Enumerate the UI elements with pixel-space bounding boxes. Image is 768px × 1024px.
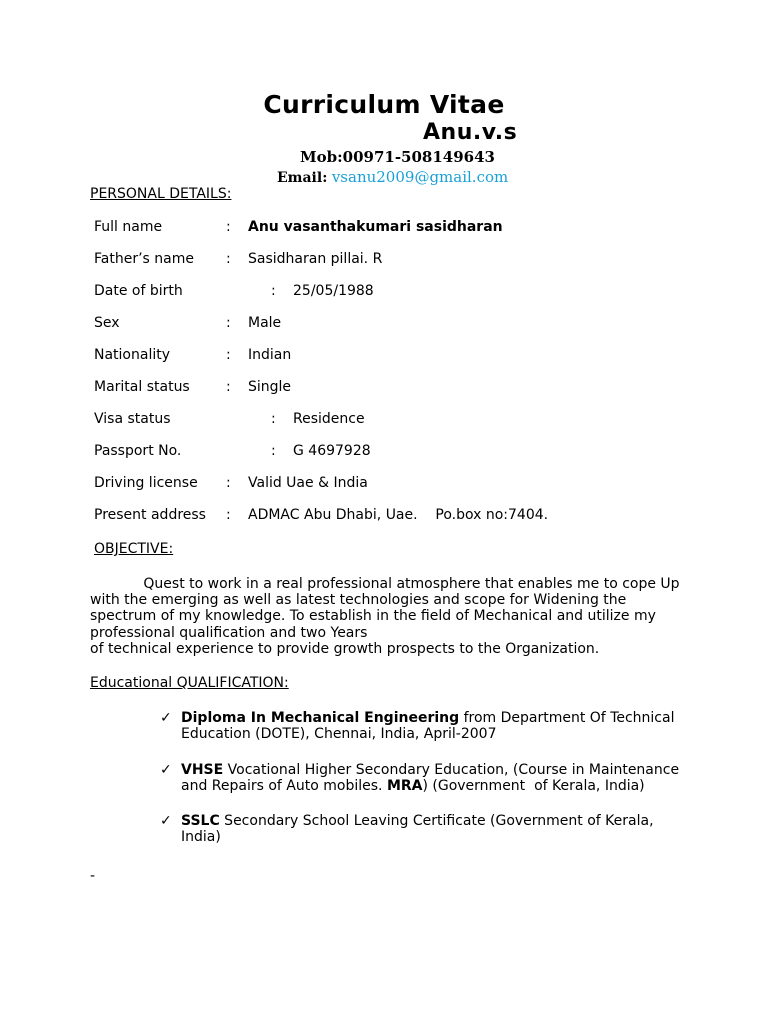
row-colon: : <box>226 219 231 235</box>
personal-details-heading: PERSONAL DETAILS: <box>90 186 232 202</box>
qualification-detail: India) <box>181 829 221 846</box>
qualification-title: SSLC <box>181 813 220 829</box>
row-colon: : <box>226 315 231 331</box>
row-label: Father’s name <box>94 251 194 267</box>
row-colon: : <box>226 251 231 267</box>
row-colon: : <box>226 347 231 363</box>
objective-line: Quest to work in a real professional atmosphere that enables me to cope Up <box>90 576 680 592</box>
row-colon: : <box>271 283 276 299</box>
trailing-dash: - <box>90 868 96 884</box>
checkmark-icon: ✓ <box>160 710 172 726</box>
qualification-detail: Education (DOTE), Chennai, India, April-2007 <box>181 726 497 743</box>
qualification-detail: from Department Of Technical <box>459 710 675 726</box>
qualification-detail: Secondary School Leaving Certificate (Government of Kerala, <box>219 813 654 829</box>
row-value: Anu vasanthakumari sasidharan <box>248 219 503 235</box>
row-label: Driving license <box>94 475 198 491</box>
qualification-abbrev: MRA <box>386 778 423 795</box>
checkmark-icon: ✓ <box>160 813 172 829</box>
row-label: Passport No. <box>94 443 182 459</box>
row-label: Visa status <box>94 411 171 427</box>
row-label: Nationality <box>94 347 171 363</box>
objective-paragraph <box>90 576 690 657</box>
email-label: Email: <box>277 170 328 186</box>
row-value: Sasidharan pillai. R <box>248 251 383 267</box>
row-value: Indian <box>248 347 292 363</box>
qualification-title: Diploma In Mechanical Engineering <box>181 710 460 726</box>
qualification-detail: and Repairs of Auto mobiles. <box>181 778 387 795</box>
row-label: Present address <box>94 507 206 523</box>
education-item-text <box>181 813 686 845</box>
education-item-text <box>181 710 686 742</box>
row-value: G 4697928 <box>293 443 371 459</box>
row-value: Male <box>248 315 282 331</box>
qualification-detail: Vocational Higher Secondary Education, (Course in Maintenance <box>223 762 680 778</box>
page-title: Curriculum Vitae <box>263 90 505 119</box>
objective-line: spectrum of my knowledge. To establish in the field of Mechanical and utilize my <box>90 608 656 625</box>
candidate-name: Anu.v.s <box>423 120 518 145</box>
row-label: Sex <box>94 315 120 331</box>
education-item-text <box>181 762 686 794</box>
email-line <box>277 168 508 186</box>
row-value: Single <box>248 379 292 395</box>
row-colon: : <box>226 507 231 523</box>
row-colon: : <box>271 411 276 427</box>
checkmark-icon: ✓ <box>160 762 172 778</box>
row-label: Full name <box>94 219 163 235</box>
row-value: Residence <box>293 411 365 427</box>
row-label: Marital status <box>94 379 190 395</box>
row-colon: : <box>226 475 231 491</box>
row-value: 25/05/1988 <box>293 283 374 299</box>
qualification-title: VHSE <box>181 762 224 778</box>
objective-heading: OBJECTIVE: <box>94 541 174 557</box>
row-value: ADMAC Abu Dhabi, Uae. Po.box no:7404. <box>248 507 549 523</box>
mobile-number: Mob:00971-508149643 <box>300 148 495 166</box>
objective-line: of technical experience to provide growth prospects to the Organization. <box>90 640 600 657</box>
objective-line: with the emerging as well as latest technologies and scope for Widening the <box>90 592 627 609</box>
row-label: Date of birth <box>94 283 183 299</box>
row-colon: : <box>226 379 231 395</box>
row-colon: : <box>271 443 276 459</box>
objective-line: professional qualification and two Years <box>90 624 368 641</box>
education-heading: Educational QUALIFICATION: <box>90 675 289 691</box>
email-link[interactable]: vsanu2009@gmail.com <box>331 168 509 186</box>
row-value: Valid Uae & India <box>248 475 368 491</box>
qualification-detail: ) (Government of Kerala, India) <box>422 778 645 795</box>
